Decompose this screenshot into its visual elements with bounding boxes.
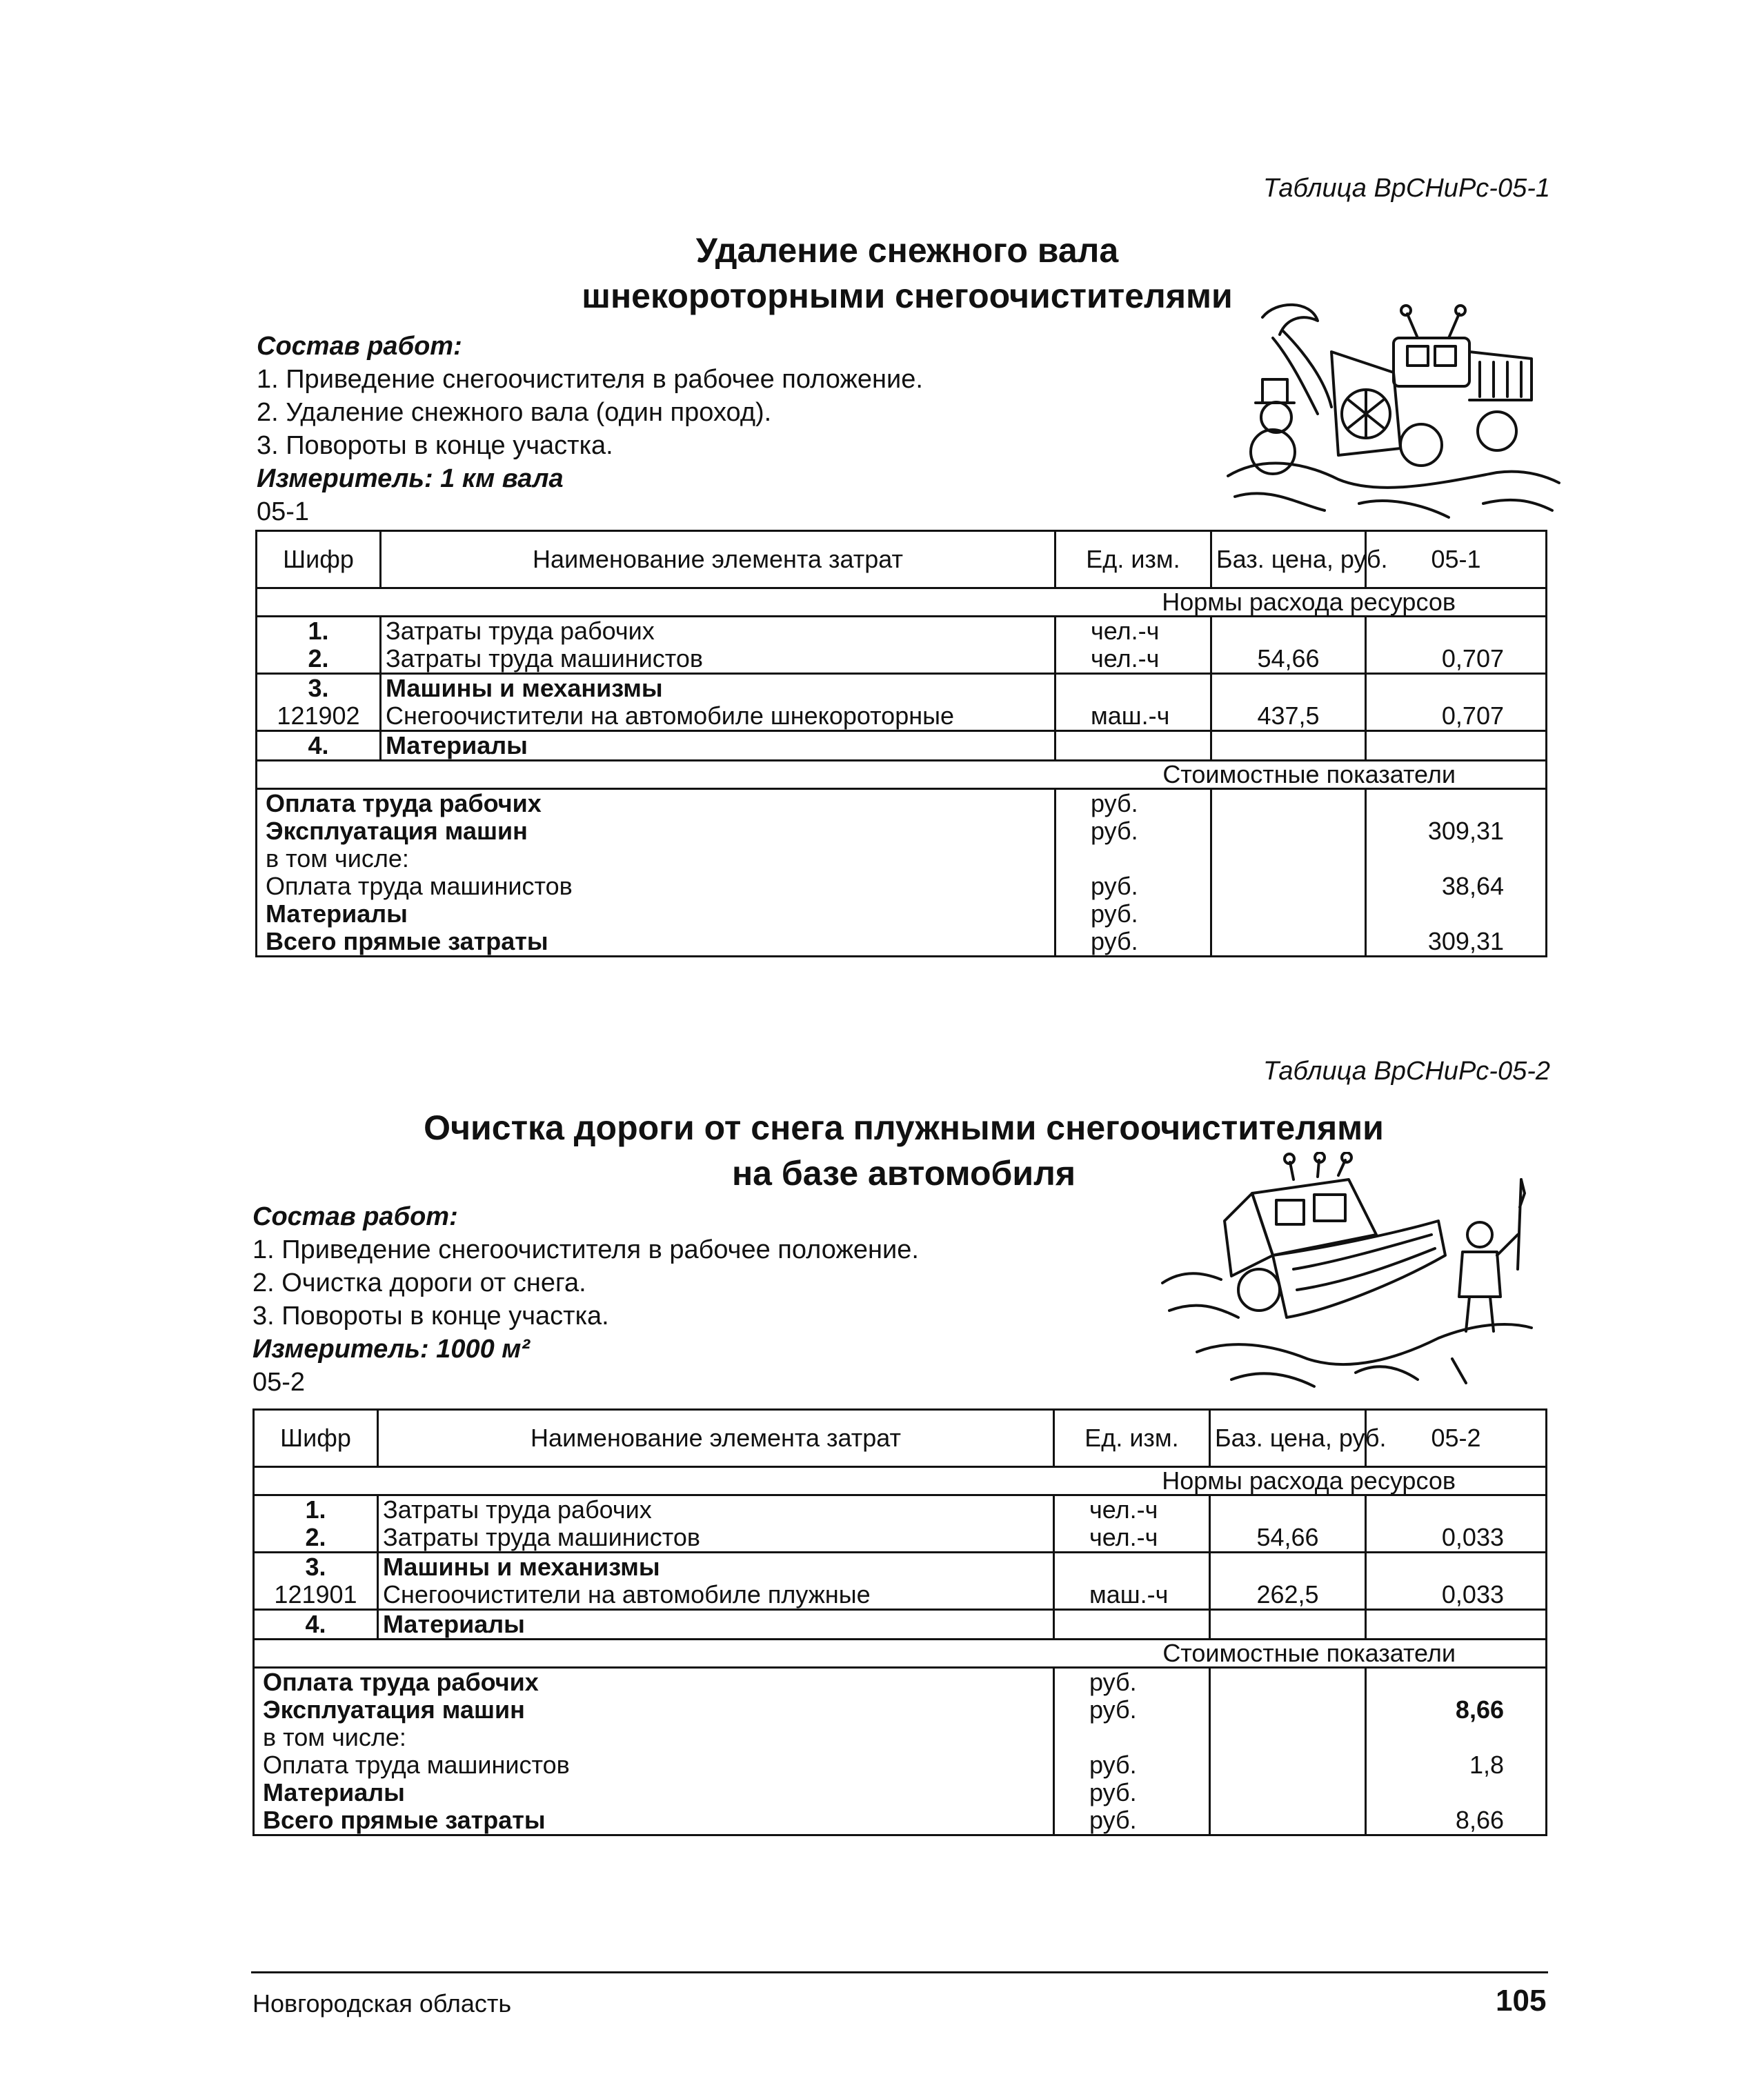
row-value [1366,617,1547,646]
cost-label: Стоимостные показатели [257,761,1547,789]
table-row [254,1524,1547,1553]
row-price [1211,674,1366,703]
page-number: 105 [1496,1984,1547,2018]
row-code: 2. [257,645,381,674]
cost-unit: руб. [1056,928,1211,957]
table-header [257,531,1547,588]
row-code: 121902 [257,702,381,731]
cost-unit: руб. [1054,1751,1210,1779]
cost-name: в том числе: [257,845,1056,873]
cost-row [254,1696,1547,1724]
cost-label: Стоимостные показатели [254,1640,1547,1668]
row-value [1366,1553,1547,1582]
cost-section-row [254,1640,1547,1668]
header-name: Наименование элемента затрат [381,531,1056,588]
row-price: 54,66 [1211,645,1366,674]
row-value [1366,1495,1547,1524]
row-name: Затраты труда машинистов [378,1524,1054,1553]
cost-name: Материалы [257,900,1056,928]
cost-name: Оплата труда рабочих [257,789,1056,818]
row-code: 2. [254,1524,378,1553]
title-line: на базе автомобиля [731,1154,1076,1193]
row-unit [1056,731,1211,761]
step: 2. Удаление снежного вала (один проход). [257,398,772,427]
norms-section-row [254,1467,1547,1495]
cost-value: 8,66 [1366,1806,1547,1835]
cost-name: Оплата труда машинистов [257,873,1056,900]
row-unit [1056,674,1211,703]
table-section-05-2 [0,876,1764,1869]
table-row [257,645,1547,674]
row-unit [1054,1553,1210,1582]
row-name: Затраты труда рабочих [378,1495,1054,1524]
row-price [1210,1610,1366,1640]
cost-unit: руб. [1054,1806,1210,1835]
cost-unit: руб. [1054,1696,1210,1724]
step: 3. Повороты в конце участка. [252,1302,609,1331]
cost-row [257,817,1547,845]
cost-value: 8,66 [1366,1696,1547,1724]
cost-value: 38,64 [1366,873,1547,900]
row-unit: чел.-ч [1056,617,1211,646]
rotary-snowplow-illustration [1221,297,1566,524]
composition-label: Состав работ: [252,1202,458,1231]
row-code: 4. [257,731,381,761]
cost-row [254,1779,1547,1806]
step: 1. Приведение снегоочистителя в рабочее положение. [252,1235,919,1264]
row-code: 3. [254,1553,378,1582]
table-row [257,617,1547,646]
row-unit: маш.-ч [1054,1581,1210,1610]
title-line: Очистка дороги от снега плужными снегоочистителями [424,1108,1384,1147]
cost-section-row [257,761,1547,789]
row-value: 0,707 [1366,645,1547,674]
header-column: 05-1 [1366,531,1547,588]
row-name: Материалы [381,731,1056,761]
row-name: Снегоочистители на автомобиле плужные [378,1581,1054,1610]
table-row [257,674,1547,703]
norms-label: Нормы расхода ресурсов [257,588,1547,617]
row-code: 3. [257,674,381,703]
cost-unit: руб. [1056,900,1211,928]
row-unit: чел.-ч [1056,645,1211,674]
cost-unit: руб. [1056,817,1211,845]
row-name: Затраты труда машинистов [381,645,1056,674]
table-row [254,1581,1547,1610]
row-name: Затраты труда рабочих [381,617,1056,646]
cost-name: Материалы [254,1779,1054,1806]
cost-value [1366,845,1547,873]
plow-truck-illustration [1149,1152,1535,1393]
row-price [1210,1553,1366,1582]
cost-row [254,1806,1547,1835]
header-name: Наименование элемента затрат [378,1410,1054,1467]
norms-section-row [257,588,1547,617]
row-value: 0,707 [1366,702,1547,731]
row-price: 262,5 [1210,1581,1366,1610]
header-code: Шифр [254,1410,378,1467]
cost-value: 309,31 [1366,817,1547,845]
row-unit: чел.-ч [1054,1524,1210,1553]
header-code: Шифр [257,531,381,588]
footer-region: Новгородская область [252,1989,512,2018]
table-header [254,1410,1547,1467]
measure-unit: Измеритель: 1 км вала [257,464,564,493]
cost-name: Оплата труда рабочих [254,1668,1054,1697]
table-section-05-1 [0,0,1764,993]
table-row [254,1495,1547,1524]
header-unit: Ед. изм. [1056,531,1211,588]
row-name: Машины и механизмы [378,1553,1054,1582]
cost-name: Эксплуатация машин [254,1696,1054,1724]
table-label: Таблица ВрСНиРс-05-1 [1262,174,1550,203]
table-label: Таблица ВрСНиРс-05-2 [1262,1057,1550,1086]
step: 3. Повороты в конце участка. [257,431,613,460]
row-code: 1. [257,617,381,646]
cost-unit [1054,1724,1210,1751]
work-composition [257,330,923,528]
row-price: 437,5 [1211,702,1366,731]
cost-row [257,845,1547,873]
row-unit: маш.-ч [1056,702,1211,731]
row-value: 0,033 [1366,1581,1547,1610]
cost-name: Всего прямые затраты [254,1806,1054,1835]
row-code: 4. [254,1610,378,1640]
footer-divider [251,1971,1548,1973]
cost-name: Оплата труда машинистов [254,1751,1054,1779]
row-price: 54,66 [1210,1524,1366,1553]
row-code: 1. [254,1495,378,1524]
norms-label: Нормы расхода ресурсов [254,1467,1547,1495]
row-value: 0,033 [1366,1524,1547,1553]
measure-unit: Измеритель: 1000 м² [252,1335,531,1364]
header-unit: Ед. изм. [1054,1410,1210,1467]
title-line: шнекороторными снегоочистителями [582,277,1233,315]
table-row [254,1553,1547,1582]
cost-unit [1056,845,1211,873]
row-name: Машины и механизмы [381,674,1056,703]
cost-unit: руб. [1054,1779,1210,1806]
step: 1. Приведение снегоочистителя в рабочее положение. [257,365,923,394]
cost-value [1366,1779,1547,1806]
row-price [1211,617,1366,646]
work-composition [252,1200,919,1399]
cost-value: 1,8 [1366,1751,1547,1779]
row-unit: чел.-ч [1054,1495,1210,1524]
title-line: Удаление снежного вала [695,231,1119,270]
cost-value [1366,1668,1547,1697]
table-row [254,1610,1547,1640]
row-value [1366,731,1547,761]
cost-row [257,789,1547,818]
composition-label: Состав работ: [257,332,462,361]
cost-value [1366,1724,1547,1751]
step: 2. Очистка дороги от снега. [252,1268,586,1297]
cost-name: Эксплуатация машин [257,817,1056,845]
row-name: Снегоочистители на автомобиле шнекороторные [381,702,1056,731]
cost-row [254,1668,1547,1697]
cost-row [254,1724,1547,1751]
table-code: 05-1 [257,497,310,526]
row-value [1366,1610,1547,1640]
table-row [257,731,1547,761]
row-price [1210,1495,1366,1524]
cost-name: Всего прямые затраты [257,928,1056,957]
cost-name: в том числе: [254,1724,1054,1751]
cost-value [1366,789,1547,818]
table-row [257,702,1547,731]
cost-unit: руб. [1056,873,1211,900]
row-name: Материалы [378,1610,1054,1640]
norms-table [252,1408,1547,1836]
header-price: Баз. цена, руб. [1211,531,1366,588]
cost-row [254,1751,1547,1779]
table-code: 05-2 [252,1368,306,1397]
header-price: Баз. цена, руб. [1210,1410,1366,1467]
header-column: 05-2 [1366,1410,1547,1467]
row-value [1366,674,1547,703]
cost-value: 309,31 [1366,928,1547,957]
cost-unit: руб. [1056,789,1211,818]
row-price [1211,731,1366,761]
row-unit [1054,1610,1210,1640]
cost-unit: руб. [1054,1668,1210,1697]
row-code: 121901 [254,1581,378,1610]
